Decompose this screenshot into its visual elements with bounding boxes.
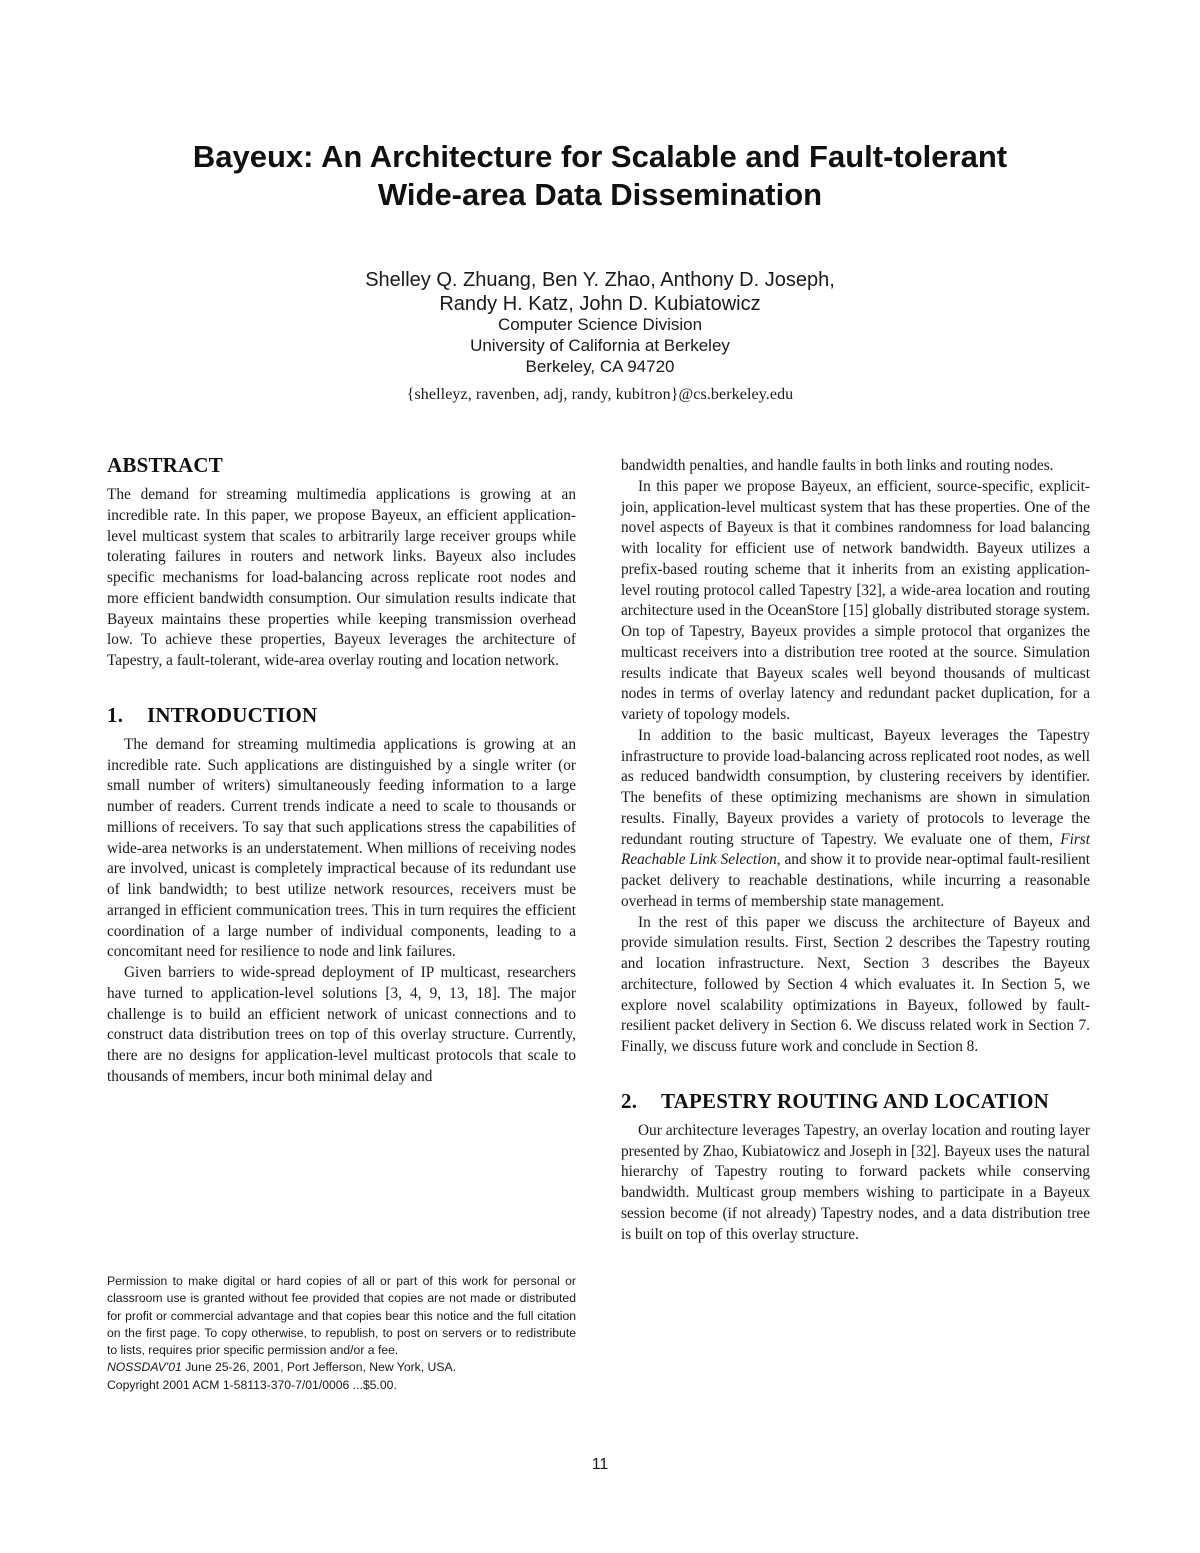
abstract-text: The demand for streaming multimedia applications is growing at an incredible rate. In this paper, we propose Bayeux, an efficient application-level multicast system that scales to arbitrarily large receiver groups while tolerating failures in routers and network links. Bayeux also includes specific mechanisms for load-balancing across replicate root nodes and more efficient bandwidth consumption. Our simulation results indicate that Bayeux maintains these properties while keeping transmission overhead low. To achieve these properties, Bayeux leverages the architecture of Tapestry, a fault-tolerant, wide-area overlay routing and location network. [107, 486, 576, 669]
right-column [621, 456, 1090, 1245]
author-list [200, 268, 1000, 316]
intro-paragraph-4: In this paper we propose Bayeux, an efficient, source-specific, explicit-join, application-level multicast system that has these properties. One of the novel aspects of Bayeux is that it combines randomness for load balancing with locality for efficient use of network bandwidth. Bayeux utilizes a prefix-based routing scheme that it inherits from an existing application-level routing protocol called Tapestry [32], a wide-area location and routing architecture used in the OceanStore [15] globally distributed storage system. On top of Tapestry, Bayeux provides a simple protocol that organizes the multicast receivers into a distribution tree rooted at the source. Simulation results indicate that Bayeux scales well beyond thousands of multicast nodes in terms of overlay latency and redundant packet duplication, for a variety of topology models. [621, 477, 1090, 723]
intro-paragraph-5-emphasis: First Reachable Link Selection [621, 830, 1090, 869]
author-emails: {shelleyz, ravenben, adj, randy, kubitron}@cs.berkeley.edu [406, 386, 794, 403]
venue-name: NOSSDAV'01 [107, 1360, 182, 1375]
intro-section-number: 1. [107, 702, 124, 727]
section2-heading-text: TAPESTRY ROUTING AND LOCATION [661, 1088, 1049, 1113]
section2-heading [621, 1088, 1090, 1114]
intro-paragraph-5-part-a: In addition to the basic multicast, Bayeux leverages the Tapestry infrastructure to provide load-balancing across replicated root nodes, as well as reduced bandwidth consumption, by clustering receivers by identifier. The benefits of these optimizing mechanisms are shown in simulation results. Finally, Bayeux provides a variety of protocols to leverage the redundant routing structure of Tapestry. We evaluate one of them, [621, 726, 1090, 848]
venue-details: June 25-26, 2001, Port Jefferson, New York, USA. [181, 1360, 456, 1375]
intro-paragraph-2: Given barriers to wide-spread deployment of IP multicast, researchers have turned to application-level solutions [3, 4, 9, 13, 18]. The major challenge is to build an efficient network of unicast connections and to construct data distribution trees on top of this overlay structure. Currently, there are no designs for application-level multicast protocols that scale to thousands of members, incur both minimal delay and [107, 964, 576, 1085]
page-number: 11 [591, 1456, 609, 1473]
affiliation-line-3: Berkeley, CA 94720 [525, 357, 675, 376]
venue-line [107, 1359, 576, 1376]
intro-paragraph-1: The demand for streaming multimedia applications is growing at an incredible rate. Such applications are distinguished by a single writer (or small number of writers) simultaneously feeding information to a large number of readers. Current trends indicate a need to scale to thousands or millions of receivers. To say that such applications stress the capabilities of wide-area networks is an understatement. When millions of receiving nodes are involved, unicast is completely impractical because of its redundant use of link bandwidth; to best utilize network resources, receivers must be arranged in efficient communication trees. This in turn requires the efficient coordination of a large number of individual components, leading to a concomitant need for resilience to node and link failures. [107, 735, 576, 961]
paper-title-line-1: Bayeux: An Architecture for Scalable and Fault-tolerant [192, 139, 1008, 174]
section2-paragraph-1: Our architecture leverages Tapestry, an overlay location and routing layer presented by Zhao, Kubiatowicz and Joseph in [32]. Bayeux uses the natural hierarchy of Tapestry routing to forward packets while conserving bandwidth. Multicast group members wishing to participate in a Bayeux session become (if not already) Tapestry nodes, and a data distribution tree is built on top of this overlay structure. [621, 1121, 1090, 1243]
author-line-2: Randy H. Katz, John D. Kubiatowicz [439, 293, 761, 315]
section2-number: 2. [621, 1088, 638, 1113]
left-column [107, 452, 576, 1088]
permission-notice [107, 1273, 576, 1394]
author-line-1: Shelley Q. Zhuang, Ben Y. Zhao, Anthony D. Joseph, [365, 269, 835, 291]
paper-title [100, 138, 1100, 214]
intro-paragraph-5 [621, 726, 1090, 913]
intro-heading-text: INTRODUCTION [147, 702, 318, 727]
affiliation [300, 314, 900, 377]
copyright-line: Copyright 2001 ACM 1-58113-370-7/01/0006 ...$5.00. [107, 1377, 397, 1392]
affiliation-line-1: Computer Science Division [497, 315, 703, 334]
intro-paragraph-6: In the rest of this paper we discuss the architecture of Bayeux and provide simulation results. First, Section 2 describes the Tapestry routing and location infrastructure. Next, Section 3 describes the Bayeux architecture, followed by Section 4 which evaluates it. In Section 5, we explore novel scalability optimizations in Bayeux, followed by fault-resilient packet delivery in Section 6. We discuss related work in Section 7. Finally, we discuss future work and conclude in Section 8. [621, 913, 1090, 1055]
permission-text: Permission to make digital or hard copies of all or part of this work for personal or classroom use is granted without fee provided that copies are not made or distributed for profit or commercial advantage and that copies bear this notice and the full citation on the first page. To copy otherwise, to republish, to post on servers or to redistribute to lists, requires prior specific permission and/or a fee. [107, 1274, 576, 1358]
intro-paragraph-5-part-b: , and show it to provide near-optimal fault-resilient packet delivery to reachable destinations, while incurring a reasonable overhead in terms of membership state management. [621, 851, 1090, 910]
intro-heading [107, 702, 576, 728]
intro-paragraph-3: bandwidth penalties, and handle faults in both links and routing nodes. [621, 457, 1054, 474]
affiliation-line-2: University of California at Berkeley [470, 336, 730, 355]
paper-title-line-2: Wide-area Data Dissemination [377, 177, 823, 212]
abstract-heading: ABSTRACT [107, 453, 223, 477]
